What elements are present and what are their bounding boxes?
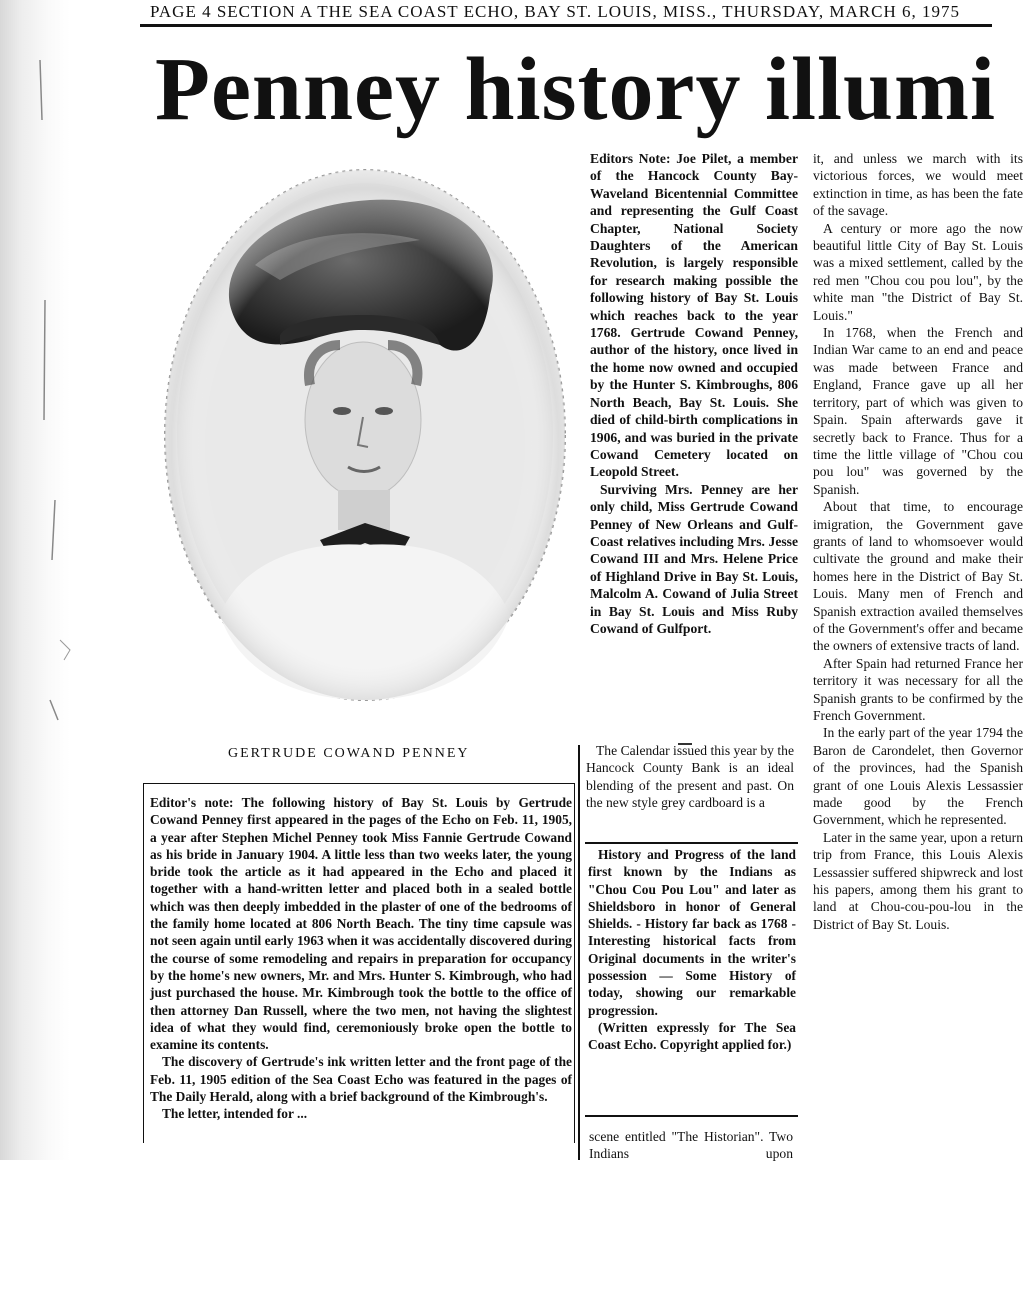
history-paragraph: About that time, to encourage imigration, the Government gave grants of land to whomsoever would cultivate the ground and make their homes here in the District of Bay St. Louis. Many men of French and Spanish extraction availed themselves of the Government's offer and became the owners of extensive tracts of land. xyxy=(813,499,1023,654)
column-3-history xyxy=(813,150,1023,1160)
column-2-tail xyxy=(589,1128,793,1162)
history-paragraph: Later in the same year, upon a return trip from France, this Louis Alexis Lessassier suffered shipwreck and lost his papers, among them his grant to land at Chou-cou-pou-lou in the District of Bay St. Louis. xyxy=(813,829,1023,932)
history-paragraph: After Spain had returned France her territory it was necessary for all the Spanish grants to be confirmed by the French Government. xyxy=(813,655,1023,723)
subhead-paragraph: History and Progress of the land first known by the Indians as "Chou Cou Pou Lou" and later as Shieldsboro in honor of General Shields. - History far back as 1768 - Interesting historical facts from Original documents in the writer's possession — Some History of today, showing our remarkable progression. xyxy=(588,847,796,1018)
column-divider xyxy=(578,745,580,1160)
intro-paragraph: Surviving Mrs. Penney are her only child, Miss Gertrude Cowand Penney of New Orleans and Gulf-Coast relatives including Mrs. Jesse Cowand III and Mrs. Helene Price of Highland Drive in Bay St. Louis, Malcolm A. Cowand of Julia Street in Bay St. Louis and Miss Ruby Cowand of Gulfport. xyxy=(590,481,798,636)
page-header: PAGE 4 SECTION A THE SEA COAST ECHO, BAY ST. LOUIS, MISS., THURSDAY, MARCH 6, 1975 xyxy=(150,2,960,21)
history-paragraph: A century or more ago the now beautiful little City of Bay St. Louis was a mixed settlement, called by the red men "Chou cou pou lou", by the white man "the District of Bay St. Louis." xyxy=(813,220,1023,323)
boxed-rule-top xyxy=(585,842,798,844)
history-subhead-box xyxy=(588,846,796,1054)
scan-specks xyxy=(0,0,140,1160)
column-2-calendar xyxy=(586,742,794,812)
history-paragraph: In 1768, when the French and Indian War came to an end and peace was made between France and England, France gave up all her territory, part of which was given to Spain. Spain afterwards gave it secretly back to France. Thus for a time the little village of "Chou cou pou lou" was governed by the Spanish. xyxy=(813,325,1023,497)
history-paragraph: it, and unless we march with its victorious forces, we would meet extinction in time, as has been the fate of the savage. xyxy=(813,151,1023,219)
subhead-paragraph: (Written expressly for The Sea Coast Echo. Copyright applied for.) xyxy=(588,1019,796,1053)
photo-caption: GERTRUDE COWAND PENNEY xyxy=(228,746,470,761)
history-paragraph: In the early part of the year 1794 the Baron de Carondelet, then Governor of the provinces, had the Spanish grant of one Louis Alexis Lessassier made good by the French Government, which he represented. xyxy=(813,725,1023,828)
header-rule xyxy=(140,24,992,27)
intro-paragraph: Editors Note: Joe Pilet, a member of the Hancock County Bay-Waveland Bicentennial Committee and representing the Gulf Coast Chapter, National Society Daughters of the American Revolution, is largely responsible for research making possible the following history of Bay St. Louis which reaches back to the year 1768. Gertrude Cowand Penney, author of the history, once lived in the home now owned and occupied by the Hunter S. Kimbroughs, 806 North Beach, Bay St. Louis. She died of child-birth complications in 1906, and was buried in the private Cowand Cemetery located on Leopold Street. xyxy=(590,151,798,480)
headline: Penney history illumi xyxy=(155,40,997,139)
column-2-intro xyxy=(590,150,798,637)
editors-note-paragraph: The discovery of Gertrude's ink written letter and the front page of the Feb. 11, 1905 edition of the Sea Coast Echo was featured in the pages of The Daily Herald, along with a brief background of the Kimbrough's. xyxy=(150,1054,572,1105)
boxed-rule-bottom xyxy=(585,1115,798,1117)
calendar-paragraph: The Calendar issued this year by the Hancock County Bank is an ideal blending of the present and past. On the new style grey cardboard is a xyxy=(586,743,794,811)
portrait-photo xyxy=(160,145,570,720)
editors-note-paragraph: Editor's note: The following history of Bay St. Louis by Gertrude Cowand Penney first appeared in the pages of the Echo on Feb. 11, 1905, a year after Stephen Michel Penney took Miss Fannie Gertrude Cowand as his bride in January 1904. A little less than two weeks later, the young bride took the article as it had appeared in the Echo and placed it together with a hand-written letter and placed both in a sealed bottle which was then deeply imbedded in the plaster of one of the bedrooms of the family home located at 806 North Beach. The tiny time capsule was not seen again until early 1963 when it was accidentally discovered during the course of some remodeling and repairs in preparation for occupancy by the home's new owners, Mr. and Mrs. Hunter S. Kimbrough, who had just purchased the house. Mr. Kimbrough took the bottle to the office of then attorney Dan Russell, where the two men, not having the slightest idea of what they would find, ceremoniously broke open the bottle to examine its contents. xyxy=(150,795,572,1053)
editors-note-paragraph: The letter, intended for ... xyxy=(162,1106,308,1122)
editors-note-box xyxy=(143,783,575,1143)
tail-paragraph: scene entitled "The Historian". Two Indians upon xyxy=(589,1129,793,1162)
